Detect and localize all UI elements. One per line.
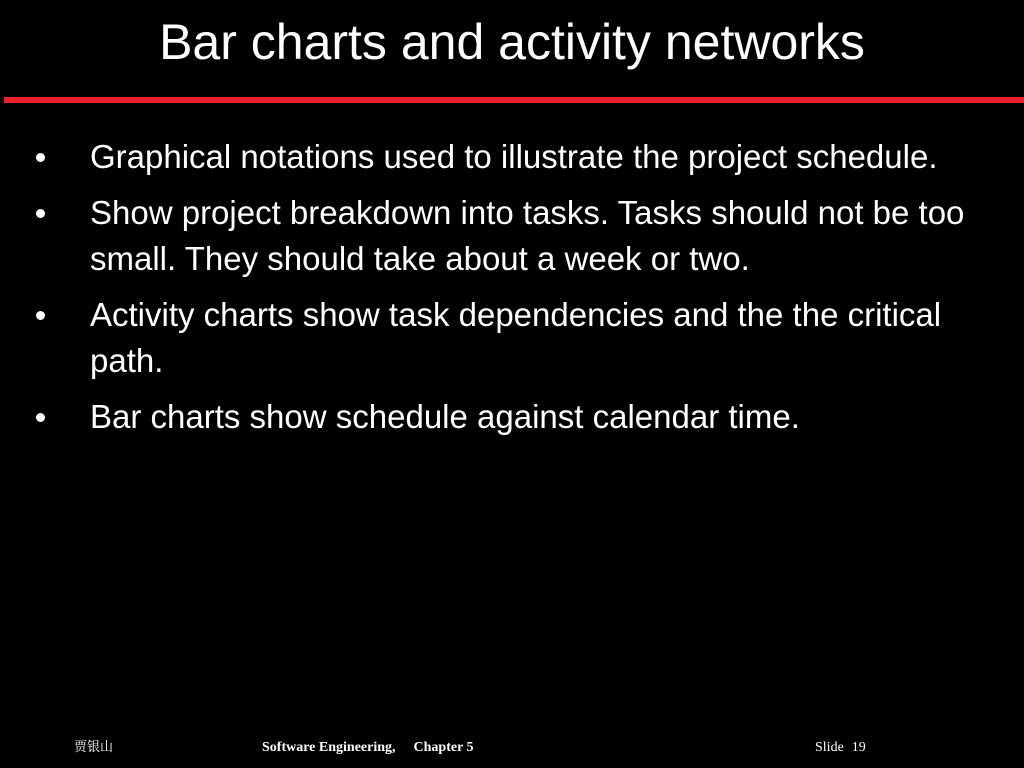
bullet-dot-icon: [36, 209, 45, 218]
bullet-dot-icon: [36, 311, 45, 320]
bullet-item: [36, 292, 986, 384]
bullet-text: Activity charts show task dependencies and the the critical path.: [90, 296, 942, 379]
footer-slide-num: 19: [851, 740, 866, 755]
footer-course-name: Software Engineering,: [262, 740, 396, 755]
title-divider: [4, 97, 1024, 103]
bullet-text: Show project breakdown into tasks. Tasks should not be too small. They should take about a week or two.: [90, 194, 965, 277]
footer-course: [262, 738, 474, 758]
bullet-item: [36, 190, 986, 282]
bullet-text: Bar charts show schedule against calendar time.: [90, 398, 800, 435]
bullet-dot-icon: [36, 153, 45, 162]
bullet-item: [36, 394, 986, 440]
bullet-list: [36, 134, 986, 450]
bullet-item: [36, 134, 986, 180]
footer-slide-label: Slide: [815, 740, 844, 755]
bullet-dot-icon: [36, 413, 45, 422]
footer-chapter: Chapter 5: [413, 740, 474, 755]
slide-title: Bar charts and activity networks: [159, 14, 865, 70]
bullet-text: Graphical notations used to illustrate the project schedule.: [90, 138, 938, 175]
footer-slide-number: [815, 738, 866, 758]
footer-author: 贾银山: [74, 740, 114, 755]
